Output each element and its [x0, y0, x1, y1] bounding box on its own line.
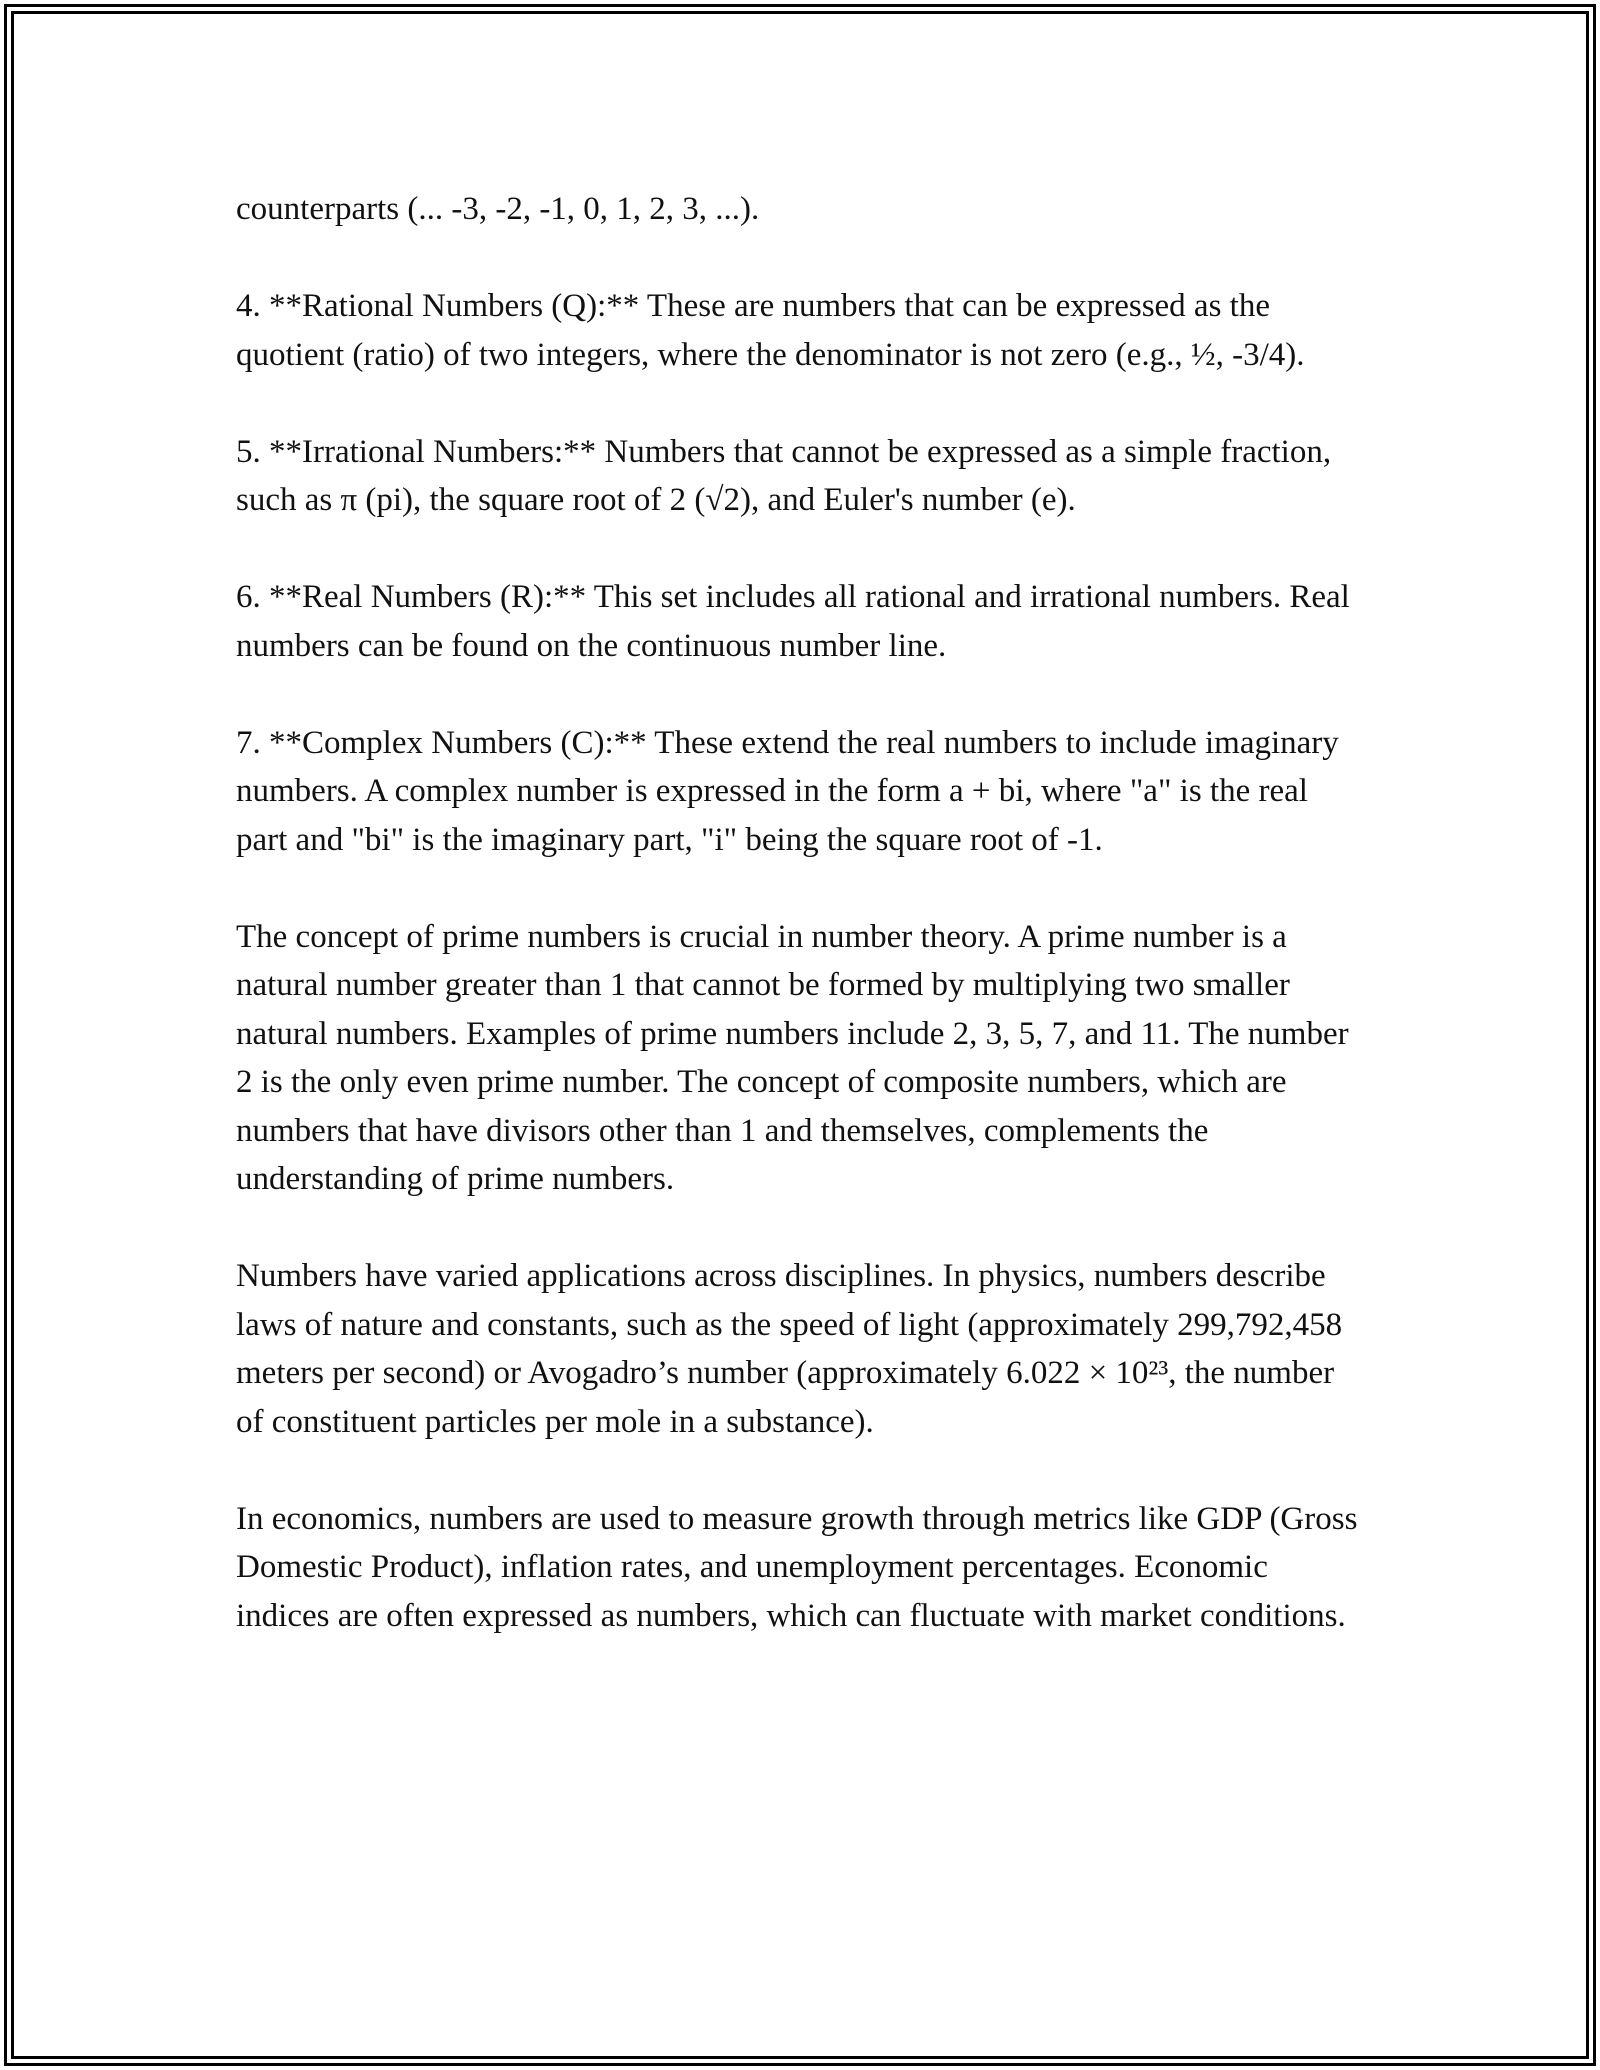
document-body: [236, 185, 1366, 1689]
paragraph-economics-applications: In economics, numbers are used to measure growth through metrics like GDP (Gross Domestic Product), inflation rates, and unemployment percentages. Economic indices are often expressed as numbers, which can fluctuate with market conditions.: [236, 1500, 1358, 1634]
paragraph-integers-continuation: counterparts (... -3, -2, -1, 0, 1, 2, 3, ...).: [236, 191, 760, 227]
paragraph-prime-numbers: The concept of prime numbers is crucial in number theory. A prime number is a natural number greater than 1 that cannot be formed by multiplying two smaller natural numbers. Examples of prime numbers include 2, 3, 5, 7, and 11. The number 2 is the only even prime number. The concept of composite numbers, which are numbers that have divisors other than 1 and themselves, complements the understanding of prime numbers.: [236, 918, 1349, 1197]
paragraph-irrational-numbers: 5. **Irrational Numbers:** Numbers that cannot be expressed as a simple fraction, such as π (pi), the square root of 2 (√2), and Euler's number (e).: [236, 433, 1332, 518]
paragraph-complex-numbers: 7. **Complex Numbers (C):** These extend the real numbers to include imaginary numbers. A complex number is expressed in the form a + bi, where "a" is the real part and "bi" is the imaginary part, "i" being the square root of -1.: [236, 724, 1339, 858]
paragraph-real-numbers: 6. **Real Numbers (R):** This set includes all rational and irrational numbers. Real numbers can be found on the continuous number line.: [236, 579, 1350, 664]
paragraph-physics-applications: Numbers have varied applications across disciplines. In physics, numbers describe laws of nature and constants, such as the speed of light (approximately 299,792,458 meters per second) or Avogadro’s number (approximately 6.022 × 10²³, the number of constituent particles per mole in a substance).: [236, 1258, 1343, 1440]
paragraph-rational-numbers: 4. **Rational Numbers (Q):** These are numbers that can be expressed as the quotient (ratio) of two integers, where the denominator is not zero (e.g., ½, -3/4).: [236, 288, 1305, 373]
